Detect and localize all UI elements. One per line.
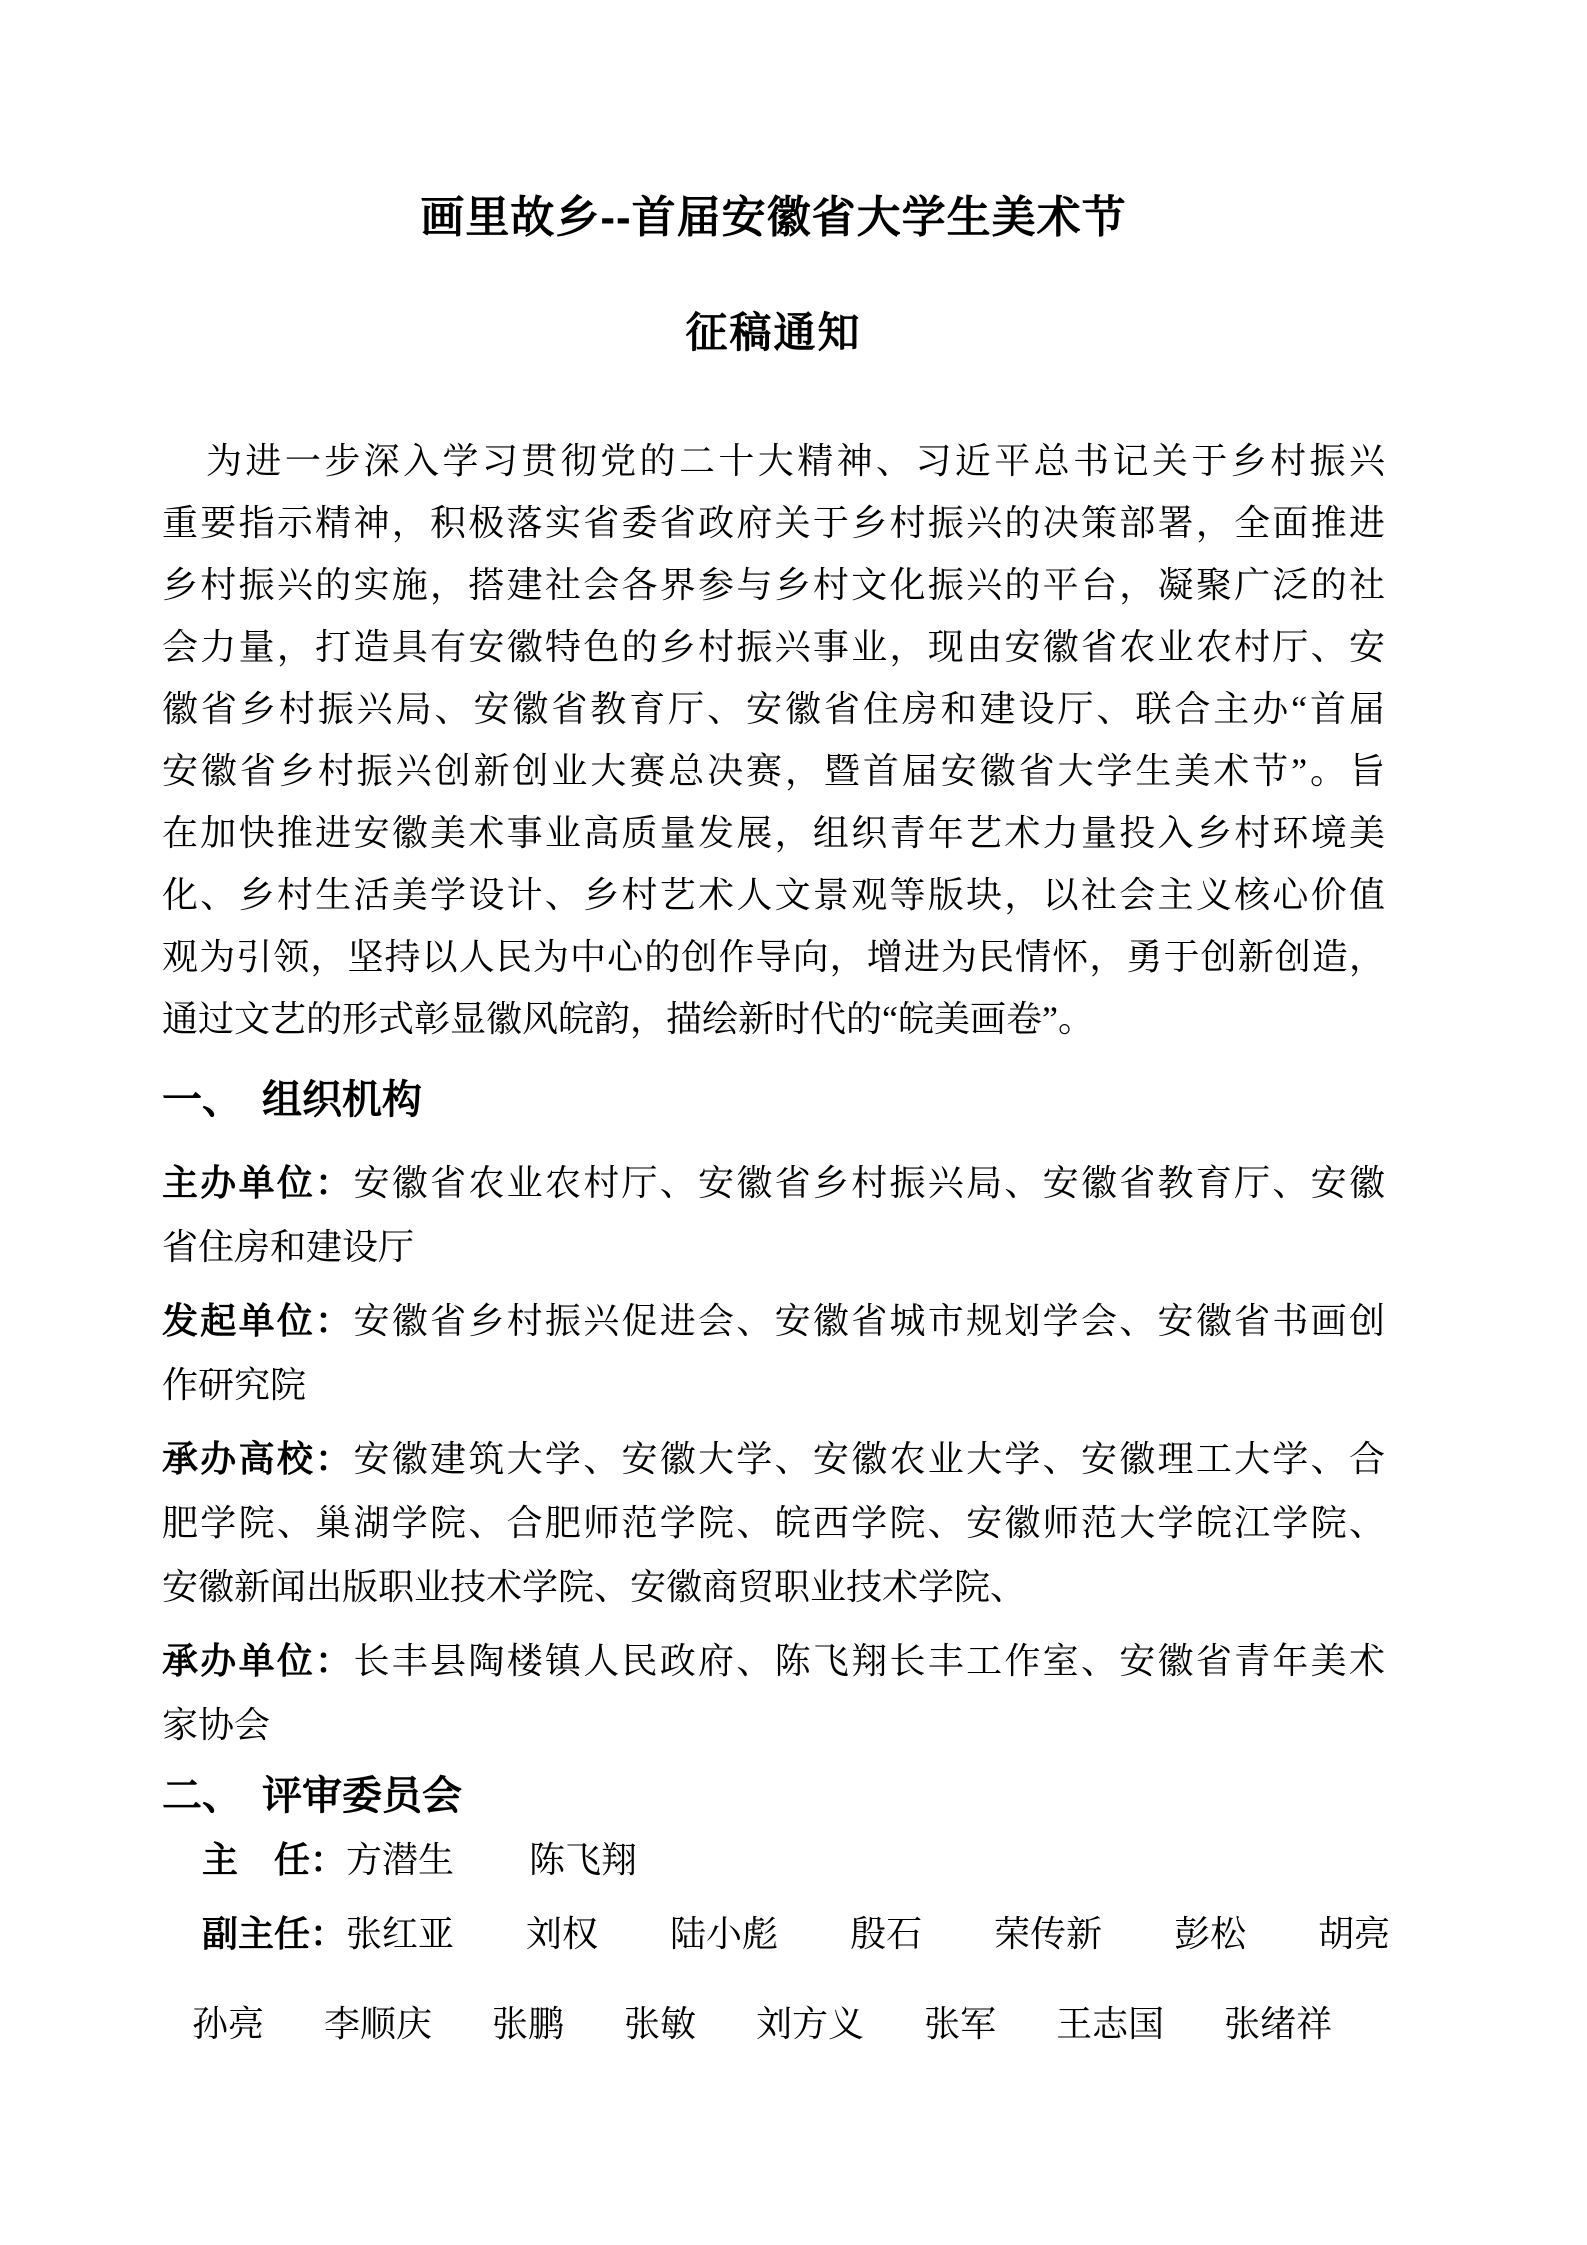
org-entry-host [162, 1151, 1385, 1279]
vice-chair-name: 张鹏 [492, 2004, 565, 2044]
paragraph-line: 通过文艺的形式彰显徽风皖韵，描绘新时代的“皖美画卷”。 [162, 999, 1094, 1039]
vice-chair-name: 张敏 [624, 2004, 697, 2044]
org-entry-universities [162, 1427, 1385, 1619]
vice-chair-name: 殷石 [850, 1914, 923, 1954]
chair-name: 方潜生 [346, 1840, 455, 1880]
paragraph-line: 安徽省乡村振兴创新创业大赛总决赛，暨首届安徽省大学生美术节”。旨 [162, 751, 1385, 791]
org-entry-line: 作研究院 [162, 1365, 307, 1405]
org-entry-line [162, 1427, 1385, 1491]
committee-chair-row [162, 1829, 1385, 1891]
org-entry-initiator [162, 1289, 1385, 1417]
paragraph-line: 观为引领，坚持以人民为中心的创作导向，增进为民情怀，勇于创新创造， [162, 937, 1385, 977]
committee-vice-pair [202, 1903, 454, 1965]
org-entry-organizer [162, 1629, 1385, 1757]
section1-heading: 一、 组织机构 [162, 1078, 422, 1122]
vice-chair-name: 张军 [924, 2004, 997, 2044]
vice-chair-name: 刘方义 [756, 2004, 865, 2044]
committee-chair-pair [202, 1829, 454, 1891]
paragraph-line: 会力量，打造具有安徽特色的乡村振兴事业，现由安徽省农业农村厅、安 [162, 627, 1385, 667]
committee-vice-chair-row2 [162, 1993, 1385, 2055]
org-entry-line [162, 1289, 1385, 1353]
org-entry-line [162, 1151, 1385, 1215]
org-entry-line: 省住房和建设厅 [162, 1227, 415, 1267]
vice-chair-name: 张绪祥 [1224, 2004, 1333, 2044]
vice-chair-name: 荣传新 [994, 1914, 1103, 1954]
document-subtitle: 征稿通知 [685, 309, 862, 356]
section2-heading: 二、 评审委员会 [162, 1774, 462, 1818]
vice-chair-name: 孙亮 [192, 2004, 265, 2044]
org-entry-label: 承办高校： [162, 1438, 354, 1479]
org-entry-text: 安徽省乡村振兴促进会、安徽省城市规划学会、安徽省书画创 [353, 1301, 1385, 1341]
org-entry-label: 承办单位： [162, 1640, 354, 1681]
vice-chair-name: 张红亚 [346, 1914, 455, 1954]
org-entry-label: 主办单位： [162, 1162, 354, 1203]
paragraph-line: 为进一步深入学习贯彻党的二十大精神、习近平总书记关于乡村振兴 [206, 441, 1385, 481]
chair-name: 陈飞翔 [529, 1840, 638, 1880]
vice-chair-name: 胡亮 [1318, 1914, 1391, 1954]
org-entry-line [162, 1629, 1385, 1693]
paragraph-line: 乡村振兴的实施，搭建社会各界参与乡村文化振兴的平台，凝聚广泛的社 [162, 565, 1385, 605]
org-entry-text: 安徽建筑大学、安徽大学、安徽农业大学、安徽理工大学、合 [353, 1439, 1385, 1479]
paragraph-line: 徽省乡村振兴局、安徽省教育厅、安徽省住房和建设厅、联合主办“首届 [162, 689, 1385, 729]
paragraph-line: 在加快推进安徽美术事业高质量发展，组织青年艺术力量投入乡村环境美 [162, 813, 1385, 853]
vice-chair-name: 彭松 [1174, 1914, 1247, 1954]
org-entry-line: 肥学院、巢湖学院、合肥师范学院、皖西学院、安徽师范大学皖江学院、 [162, 1503, 1385, 1543]
org-entry-line: 家协会 [162, 1705, 271, 1745]
org-entry-line: 安徽新闻出版职业技术学院、安徽商贸职业技术学院、 [162, 1567, 1027, 1607]
org-entry-label: 发起单位： [162, 1300, 354, 1341]
vice-chair-label: 副主任： [202, 1913, 347, 1954]
vice-chair-name: 刘权 [526, 1914, 599, 1954]
vice-chair-name: 李顺庆 [324, 2004, 433, 2044]
paragraph-line: 重要指示精神，积极落实省委省政府关于乡村振兴的决策部署，全面推进 [162, 503, 1385, 543]
paragraph-line: 化、乡村生活美学设计、乡村艺术人文景观等版块，以社会主义核心价值 [162, 875, 1385, 915]
vice-chair-name: 陆小彪 [670, 1914, 779, 1954]
vice-chair-name: 王志国 [1056, 2004, 1165, 2044]
committee-vice-chair-row [162, 1903, 1391, 1965]
chair-label: 主 任： [202, 1839, 347, 1880]
intro-paragraph [162, 430, 1385, 1050]
document-title: 画里故乡--首届安徽省大学生美术节 [420, 193, 1127, 242]
organization-list [162, 1151, 1385, 1757]
org-entry-text: 长丰县陶楼镇人民政府、陈飞翔长丰工作室、安徽省青年美术 [353, 1641, 1385, 1681]
org-entry-text: 安徽省农业农村厅、安徽省乡村振兴局、安徽省教育厅、安徽 [353, 1163, 1385, 1203]
